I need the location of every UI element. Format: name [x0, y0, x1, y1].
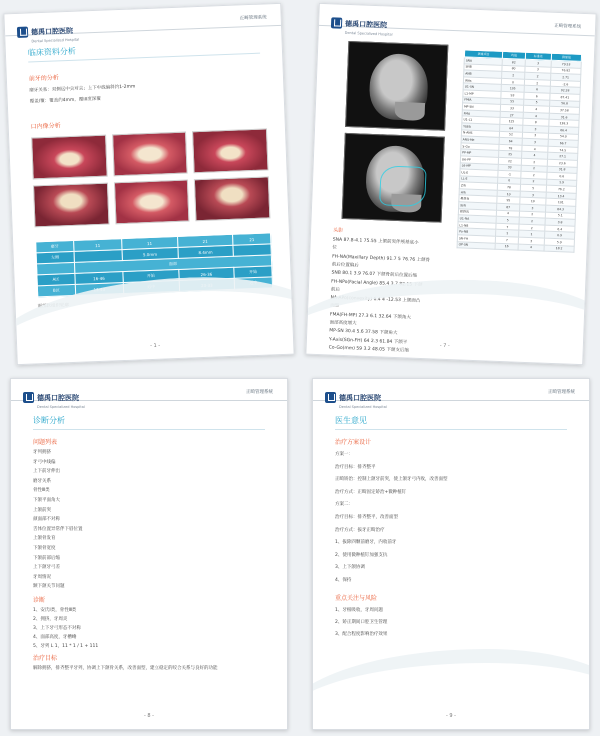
hospital-logo	[17, 18, 80, 44]
table-cell: 0.6	[547, 172, 577, 180]
page-header	[11, 379, 287, 409]
problem-item: 骨性Ⅲ类	[33, 488, 50, 494]
risk-line: 3、配合程度影响治疗效果	[335, 632, 388, 637]
plan-line: 4、保持	[335, 578, 352, 583]
page-cephalometric	[305, 3, 596, 365]
table-cell: 2	[519, 224, 545, 232]
table-cell: SN-FH	[457, 235, 495, 243]
tooth-logo-icon	[17, 26, 28, 37]
subsection-heading: 前牙的分析	[28, 74, 60, 83]
table-cell: 11	[122, 236, 178, 249]
table-cell: 6	[524, 92, 550, 100]
table-cell: 3	[519, 204, 545, 212]
table-cell: 13-43	[75, 283, 124, 296]
table-cell: 6.4	[545, 225, 575, 233]
page-number: - 7 -	[439, 342, 450, 350]
table-cell: 面角	[459, 202, 497, 210]
table-cell: FMIA	[463, 96, 501, 104]
plan-line: 方案一：	[335, 452, 353, 457]
table-cell: FMA	[462, 110, 500, 118]
intraoral-photo	[33, 183, 109, 228]
table-cell: ANS-Me	[461, 136, 499, 144]
table-cell: 磨牙	[36, 240, 74, 252]
table-cell: 52	[500, 131, 523, 138]
problem-item: 下颌骨宽度	[33, 546, 56, 551]
table-cell: 56.8	[549, 100, 579, 108]
table-cell: -2.6	[550, 80, 580, 88]
ceph-note-line: 前后位置偏后	[331, 262, 359, 269]
table-cell: 8.4mm	[178, 245, 234, 258]
table-cell: 5	[523, 99, 549, 107]
table-cell: 鼻唇角	[459, 195, 497, 203]
page-header	[313, 379, 589, 409]
plan-line: 治疗目标：排齐整平	[335, 464, 376, 470]
ceph-note-line: Y-Axis(SGn-FH) 64 2.3 61.84 下颌平	[328, 337, 408, 346]
table-cell: 4	[522, 145, 548, 153]
table-cell: 5	[520, 184, 546, 192]
plan-line: 治疗目标：排齐整平，改善面型	[335, 515, 398, 520]
brand-sub: Dental Specialized Hospital	[339, 405, 387, 409]
table-cell: 7	[495, 236, 518, 243]
table-cell: 开始	[234, 266, 272, 278]
subsection-heading: 口内像分析	[30, 122, 61, 131]
subsection-heading: 问题列表	[33, 439, 58, 446]
table-cell: 101	[546, 199, 576, 207]
table-cell: 4	[521, 152, 547, 160]
problem-item: 舌体位置异常伴下唇位置	[33, 526, 83, 532]
table-cell: 55	[501, 98, 524, 105]
table-cell: L6-MP	[460, 162, 498, 170]
table-cell: 3	[522, 125, 548, 133]
header-right-text: 正畸管理系统	[548, 390, 575, 395]
problem-item: 下颌前部后缩	[33, 555, 60, 561]
table-cell: 4	[523, 105, 549, 113]
table-cell: 138.3	[549, 120, 579, 128]
table-cell: S-Go	[461, 143, 499, 151]
table-cell: 125	[500, 118, 523, 125]
table-cell: 27	[500, 111, 523, 118]
table-header-cell: 测量值	[551, 53, 581, 61]
table-cell: 左侧	[36, 251, 74, 263]
table-cell: ANB	[464, 70, 502, 78]
table-cell: 54.0	[548, 133, 578, 141]
table-cell: -1	[498, 170, 521, 177]
table-cell: LL-E	[460, 176, 498, 184]
table-cell: 87	[497, 203, 520, 210]
plan-line: 1、拔除四颗前磨牙，内收前牙	[335, 540, 397, 546]
tracing-overlay	[379, 165, 427, 207]
tooth-logo-icon	[325, 392, 336, 403]
table-cell: 2.71	[550, 73, 580, 81]
problem-item: 磨牙关系	[33, 478, 51, 484]
table-cell: SNA	[464, 57, 502, 65]
table-cell: B区	[37, 284, 75, 296]
table-cell: 66.7	[548, 139, 578, 147]
table-subhead: 面部	[74, 255, 272, 274]
table-header-cell: 测量项目	[464, 50, 502, 58]
table-cell: 3	[525, 66, 551, 74]
header-right-text: 正畸管理系统	[239, 15, 267, 22]
table-cell: 7	[496, 223, 519, 230]
intraoral-photo	[114, 179, 190, 224]
subsection-heading: 头影	[333, 227, 344, 234]
page-clinical-analysis	[3, 3, 294, 365]
title-divider	[33, 429, 265, 430]
table-cell: 64	[500, 124, 523, 131]
table-cell: 1	[496, 230, 519, 237]
problem-item: 上颌前突	[33, 507, 51, 513]
risk-line: 1、牙根吸收，牙周问题	[335, 608, 383, 613]
page-number: - 1 -	[150, 342, 161, 350]
table-cell: L1-NB	[458, 222, 496, 230]
table-cell: L1-MP	[463, 90, 501, 98]
problem-item: 颜面部不对称	[33, 517, 60, 523]
brand-name: 德禹口腔医院	[30, 26, 74, 37]
table-cell: 23.6	[547, 159, 577, 167]
traced-ceph-xray	[342, 133, 445, 223]
table-cell: 3	[518, 237, 544, 245]
risk-line: 2、矫正期间口腔卫生管理	[335, 620, 388, 625]
table-cell: 5.1	[545, 212, 575, 220]
table-cell: U1-NA	[458, 215, 496, 223]
table-cell: 95	[497, 197, 520, 204]
table-cell: U1-L1	[462, 116, 500, 124]
table-cell: 66.4	[548, 126, 578, 134]
page-diagnosis	[10, 378, 288, 730]
plan-line: 2、使用微种植钉加强支抗	[335, 552, 388, 558]
table-cell: 33	[501, 105, 524, 112]
ceph-note-line: FH-NPo(Facial Angle) 85.4 3.7 82.15 下颌	[331, 278, 423, 288]
plan-line: 3、上下颌协调	[335, 565, 365, 571]
table-cell: 16-46	[75, 272, 124, 285]
table-header-cell: 均值	[503, 51, 526, 59]
table-cell: 31.8	[547, 166, 577, 174]
table-cell: 0	[498, 177, 521, 184]
table-cell: 3	[525, 59, 551, 67]
table-cell: H角	[459, 189, 497, 197]
page-doctor-opinion	[312, 378, 590, 730]
table-cell: OP-SN	[457, 241, 495, 249]
diagnosis-item: 2、拥挤，牙周炎	[33, 617, 68, 622]
table-cell: 10	[497, 190, 520, 197]
plan-line: 正畸矫治：控制上颌牙前突，使上颌牙弓内收，改善面型	[335, 477, 448, 483]
table-cell: Wits	[463, 77, 501, 85]
problem-item: 下颌平面角大	[33, 498, 60, 503]
table-cell: 22	[499, 157, 522, 164]
table-cell: 31.6	[549, 113, 579, 121]
treatment-goal-text: 解除拥挤，排齐整平牙列，协调上下颌骨关系，改善面型，建立稳定的咬合关系与良好的功能	[33, 666, 218, 671]
table-cell: 26-36	[178, 267, 234, 280]
table-cell: Y轴角	[462, 123, 500, 131]
diagnosis-item: 5、牙列 L 1，11 * 1 / 1 + 111	[33, 644, 99, 649]
table-cell: 1.9	[546, 179, 576, 187]
table-cell: SNB	[464, 64, 502, 72]
header-right-text: 正畸管理系统	[554, 23, 582, 30]
table-cell: 23-33	[179, 278, 235, 291]
table-cell: 13.4	[546, 192, 576, 200]
ceph-note-line: Co-Go(mm) 59 3.2 48.05 下颌支后缩	[328, 345, 409, 354]
plan-line: 治疗方式：正畸固定矫治+微种植钉	[335, 489, 407, 495]
table-cell: 0	[502, 78, 525, 85]
ceph-measurement-table	[457, 49, 583, 253]
table-cell: 33	[498, 164, 521, 171]
table-cell: 2	[520, 178, 546, 186]
subsection-heading: 诊断	[33, 597, 46, 604]
table-cell: 21	[233, 233, 271, 245]
table-cell: U6-PP	[460, 156, 498, 164]
table-cell: 4	[523, 112, 549, 120]
table-cell: 4	[518, 244, 544, 252]
tooth-logo-icon	[331, 17, 342, 28]
table-cell: 2	[521, 158, 547, 166]
table-cell: 74.5	[548, 146, 578, 154]
header-right-text: 正畸管理系统	[246, 390, 273, 395]
brand-sub: Dental Specialized Hospital	[37, 405, 85, 409]
ceph-note-line: NA-APo(convexity) 6.4 4 -12.53 上颌面凸	[330, 295, 421, 304]
problem-item: 牙弓中线偏	[33, 459, 56, 465]
ceph-note-line: 面部高度增大	[329, 320, 357, 327]
table-cell: 80	[502, 65, 525, 72]
table-cell: N-ANS	[461, 129, 499, 137]
table-cell: 2	[521, 171, 547, 179]
table-cell: 近中	[234, 277, 272, 289]
table-cell: 3	[522, 138, 548, 146]
table-cell: 21	[177, 234, 233, 247]
table-cell: 2	[524, 79, 550, 87]
table-cell: 2	[519, 217, 545, 225]
brand-sub: Dental Specialized Hospital	[31, 37, 80, 44]
page-title: 诊断分析	[33, 416, 65, 425]
table-cell: 3	[520, 191, 546, 199]
subsection-heading: 治疗目标	[33, 655, 58, 662]
diagnosis-item: 1、安氏Ⅰ类，骨性Ⅲ类	[33, 608, 77, 613]
table-cell: 2	[502, 72, 525, 79]
table-cell: 84.3	[545, 205, 575, 213]
intraoral-photo	[192, 128, 268, 173]
ceph-note-line: FH-NA(Maxillary Depth) 91.7 5 76.76 上颌骨	[332, 254, 431, 263]
table-header-cell: 标准差	[525, 52, 551, 60]
table-cell: 8	[523, 119, 549, 127]
lateral-ceph-xray	[345, 41, 448, 131]
table-cell: 5.0mm	[122, 247, 178, 260]
table-cell: 开始	[123, 269, 179, 282]
title-divider	[335, 429, 567, 430]
brand-name: 德禹口腔医院	[344, 19, 388, 30]
table-cell: 5	[496, 217, 519, 224]
subsection-heading: 重点关注与风险	[335, 595, 378, 602]
ceph-note-line: SNA 87.8-4.1 75.55 上颌前突伴颅基底小	[332, 237, 419, 246]
paragraph: 磨牙关系：双侧远中尖对尖；上下中线偏斜约1-2mm	[29, 84, 136, 94]
table-cell: 78	[499, 144, 522, 151]
page-title: 医生意见	[335, 416, 367, 425]
table-cell: 105	[501, 85, 524, 92]
table-cell: PP-MP	[461, 149, 499, 157]
page-header	[4, 4, 281, 44]
table-cell: 25	[499, 151, 522, 158]
subsection-heading: 治疗方案设计	[335, 439, 372, 446]
paragraph: 覆盖/覆：覆盖约4mm，覆III度深覆	[29, 96, 101, 105]
problem-item: 牙周情况	[33, 574, 51, 580]
problem-item: 上下颌牙弓差	[33, 565, 60, 571]
ceph-note-line: MP-SN 30.4 5.6 37.58 下颌角大	[329, 328, 398, 337]
table-cell: 4	[496, 210, 519, 217]
table-cell: 6	[524, 86, 550, 94]
table-cell: 27.1	[547, 152, 577, 160]
table-cell: 2	[521, 165, 547, 173]
table-cell: 10	[520, 198, 546, 206]
table-cell: 1	[518, 231, 544, 239]
table-cell: 93	[501, 91, 524, 98]
table-cell: Z角	[459, 182, 497, 190]
page-header	[319, 4, 596, 37]
page-number: - 8 -	[144, 713, 154, 719]
problem-item: 牙列拥挤	[33, 450, 51, 455]
table-cell: 近中	[123, 280, 179, 293]
intraoral-photo	[112, 132, 188, 177]
table-cell: 5.9	[544, 238, 574, 246]
table-cell: 3	[522, 132, 548, 140]
tooth-logo-icon	[23, 392, 34, 403]
table-cell: 82	[502, 58, 525, 65]
intraoral-photo	[194, 176, 270, 221]
table-cell: 16	[495, 243, 518, 250]
plan-line: 方案二：	[335, 502, 353, 508]
ceph-note-line: FMA(FH-MP) 27.3 6.1 32.64 下颌角大	[329, 312, 411, 321]
problem-item: 上颌骨发育	[33, 536, 56, 542]
table-cell: Po-NB	[458, 228, 496, 236]
plan-line: 治疗方式：拔牙正畸治疗	[335, 527, 385, 533]
ceph-note-line: 面型	[330, 303, 340, 310]
table-cell: 0.9	[544, 232, 574, 240]
table-cell: 79.53	[551, 60, 581, 68]
hospital-logo	[331, 10, 394, 36]
page-number: - 9 -	[446, 713, 456, 719]
table-cell: 78	[498, 184, 521, 191]
footer-note: 面部软组织轮廓	[37, 303, 70, 310]
table-cell: 颏唇沟	[458, 208, 496, 216]
problem-item: 上下前牙伸出	[33, 469, 60, 475]
table-cell: 87.41	[550, 93, 580, 101]
table-cell: U1-SN	[463, 83, 501, 91]
hospital-logo	[23, 385, 85, 409]
table-cell: 2	[524, 72, 550, 80]
table-cell: 76.82	[551, 67, 581, 75]
intraoral-photo	[31, 135, 107, 180]
table-cell: 64	[499, 137, 522, 144]
ceph-note-line: SNB 80.1 3.9 76.07 下颌骨前后位置后缩	[331, 270, 418, 279]
ceph-note-line: 前后	[330, 287, 340, 293]
brand-name: 德禹口腔医院	[37, 394, 79, 402]
intraoral-photo-grid	[31, 128, 270, 227]
brand-name: 德禹口腔医院	[339, 394, 381, 402]
table-cell: 3.8	[545, 218, 575, 226]
ceph-note-line: 位	[332, 245, 338, 251]
hospital-logo	[325, 385, 387, 409]
table-cell: 11	[73, 239, 122, 252]
table-cell: A区	[37, 273, 75, 285]
diagnosis-item: 3、上下牙弓形态不对称	[33, 626, 81, 631]
table-cell: MP-SN	[462, 103, 500, 111]
table-cell: 92.28	[550, 87, 580, 95]
diagnosis-item: 4、面部高度，牙槽嵴	[33, 635, 77, 640]
table-cell: 18.2	[544, 245, 574, 253]
table-cell: 2	[519, 211, 545, 219]
brand-sub: Dental Specialized Hospital	[344, 30, 393, 37]
table-cell: UL-E	[460, 169, 498, 177]
problem-item: 颞下颌关节问题	[33, 584, 65, 590]
page-title: 临床资料分析	[27, 46, 77, 58]
table-cell: 76.2	[546, 185, 576, 193]
table-cell: 37.58	[549, 106, 579, 114]
